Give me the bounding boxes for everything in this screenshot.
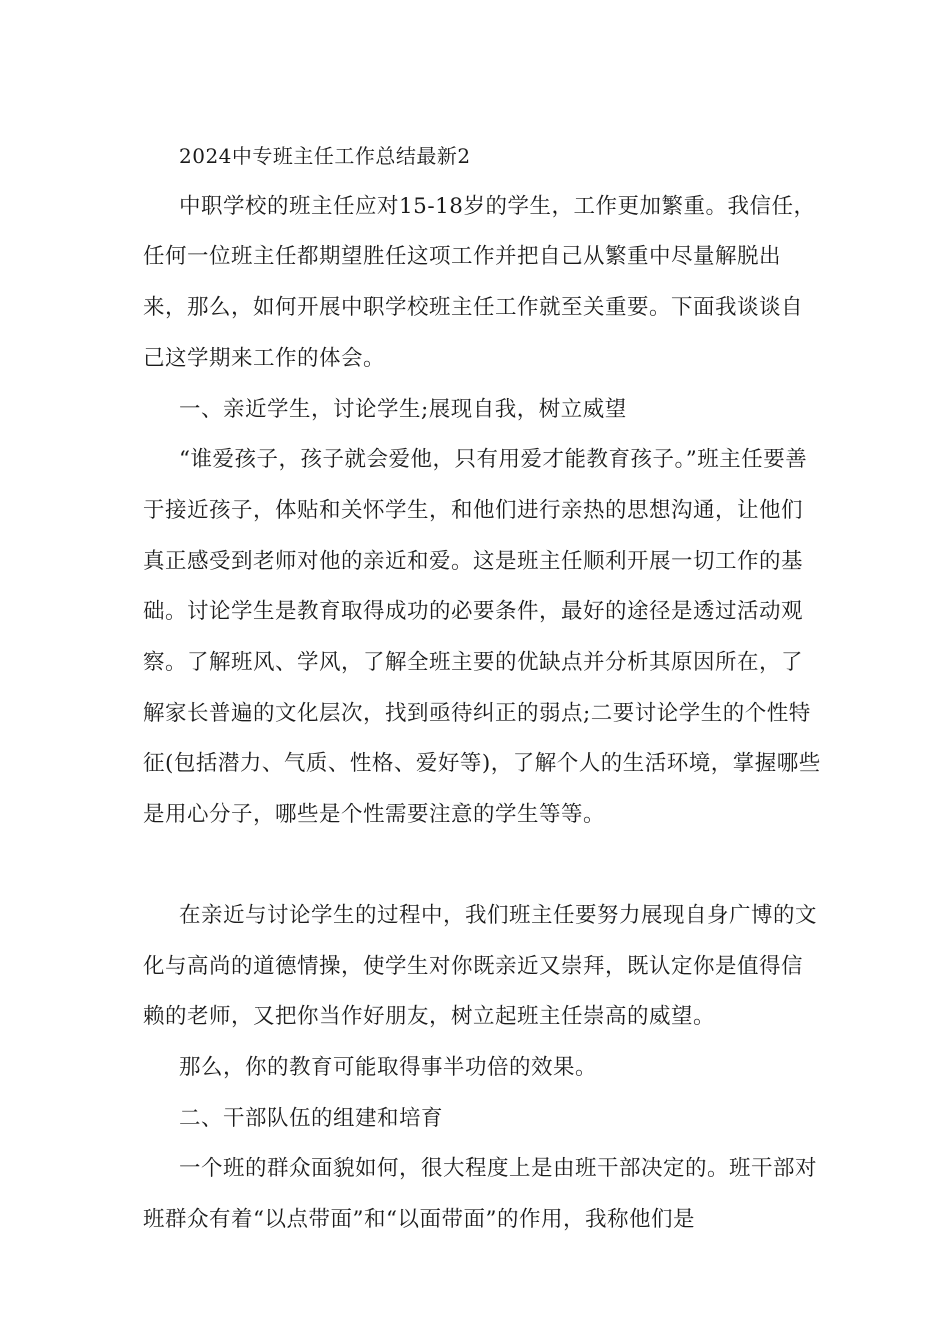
document-body [143,131,823,1246]
paragraph-intro: 中职学校的班主任应对15-18岁的学生，工作更加繁重。我信任，任何一位班主任都期望胜任这项工作并把自己从繁重中尽量解脱出来，那么，如何开展中职学校班主任工作就至关重要。下面我谈谈自己这学期来工作的体会。 [143,193,816,371]
section-heading-2: 二、干部队伍的组建和培育 [179,1105,444,1131]
paragraph-love-students: “谁爱孩子，孩子就会爱他，只有用爱才能教育孩子。”班主任要善于接近孩子，体贴和关怀学生，和他们进行亲热的思想沟通，让他们真正感受到老师对他的亲近和爱。这是班主任顺利开展一切工作的基础。讨论学生是教育取得成功的必要条件，最好的途径是透过活动观察。了解班风、学风，了解全班主要的优缺点并分析其原因所在，了解家长普遍的文化层次，找到亟待纠正的弱点;二要讨论学生的个性特征(包括潜力、气质、性格、爱好等)，了解个人的生活环境，掌握哪些是用心分子，哪些是个性需要注意的学生等等。 [143,447,821,828]
document-title: 2024中专班主任工作总结最新2 [179,144,471,168]
paragraph-gap [143,841,823,891]
paragraph-prestige: 在亲近与讨论学生的过程中，我们班主任要努力展现自身广博的文化与高尚的道德情操，使学生对你既亲近又崇拜，既认定你是值得信赖的老师，又把你当作好朋友，树立起班主任崇高的威望。 [143,902,818,1030]
paragraph-effect: 那么，你的教育可能取得事半功倍的效果。 [179,1054,598,1080]
section-heading-1: 一、亲近学生，讨论学生;展现自我，树立威望 [179,396,627,422]
paragraph-cadres: 一个班的群众面貌如何，很大程度上是由班干部决定的。班干部对班群众有着“以点带面”和“以面带面”的作用，我称他们是 [143,1156,818,1233]
